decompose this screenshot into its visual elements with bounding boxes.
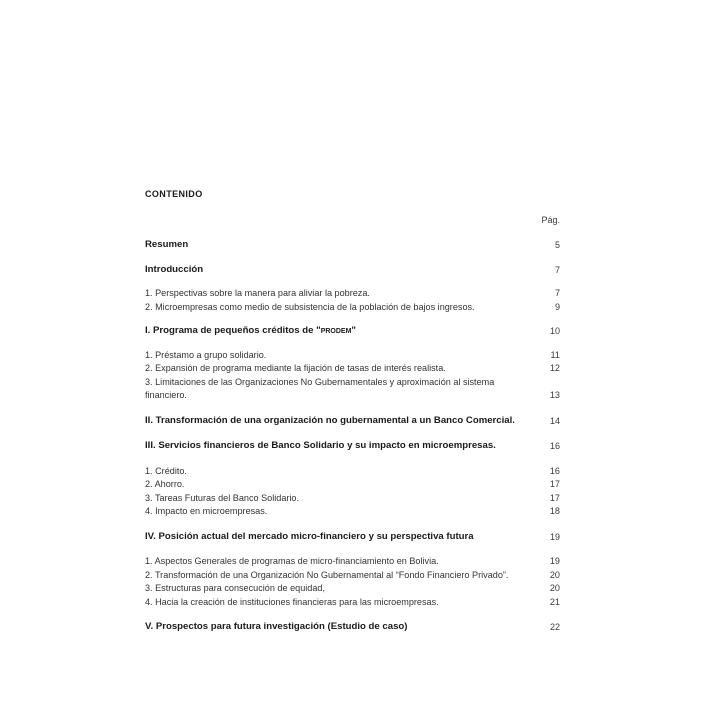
toc-entry-label: 1. Crédito. bbox=[145, 465, 187, 476]
toc-item-row[interactable] bbox=[145, 596, 560, 610]
toc-page-number: 19 bbox=[549, 556, 560, 566]
toc-page-number: 9 bbox=[554, 301, 560, 312]
toc-entry-label: V. Prospectos para futura investigación (Estudio de caso) bbox=[145, 621, 408, 632]
toc-entry-label: 2. Microempresas como medio de subsistencia de la población de bajos ingresos. bbox=[145, 301, 475, 312]
toc-item-row[interactable] bbox=[145, 465, 560, 479]
toc-entry-label: I. Programa de pequeños créditos de "prodem" bbox=[145, 325, 356, 336]
toc-item-row[interactable] bbox=[145, 362, 560, 376]
toc-item-row[interactable] bbox=[145, 569, 560, 583]
toc-page-number: 19 bbox=[549, 531, 560, 542]
toc-entry-label: 3. Estructuras para consecución de equidad, bbox=[145, 583, 325, 593]
toc-section-row[interactable] bbox=[145, 238, 560, 253]
toc-page-number: 17 bbox=[549, 492, 560, 503]
spacer bbox=[145, 253, 560, 263]
spacer bbox=[145, 609, 560, 620]
toc-page-number: 11 bbox=[550, 349, 560, 360]
toc-page-number: 7 bbox=[554, 288, 560, 298]
toc-item-row[interactable] bbox=[145, 349, 560, 363]
toc-page-number: 10 bbox=[549, 326, 560, 336]
toc-page-number: 18 bbox=[549, 506, 560, 516]
toc-page-number: 22 bbox=[549, 622, 560, 632]
toc-item-row[interactable] bbox=[145, 478, 560, 492]
toc-entry-label: 2. Transformación de una Organización No Gubernamental al “Fondo Financiero Privado”. bbox=[145, 569, 509, 580]
toc-section-row[interactable] bbox=[145, 263, 560, 278]
small-caps-text: prodem bbox=[320, 325, 352, 336]
toc-item-row[interactable] bbox=[145, 582, 560, 596]
toc-item-row[interactable] bbox=[145, 505, 560, 519]
toc-page-number: 20 bbox=[549, 583, 560, 593]
spacer bbox=[145, 314, 560, 324]
toc-page-number: 16 bbox=[549, 465, 560, 476]
toc-page-number: 16 bbox=[549, 441, 560, 451]
toc-entry-label: 3. Tareas Futuras del Banco Solidario. bbox=[145, 492, 300, 503]
spacer bbox=[145, 277, 560, 287]
toc-entry-label: 4. Hacia la creación de instituciones financieras para las microempresas. bbox=[145, 596, 439, 607]
spacer bbox=[145, 428, 560, 439]
toc-entry-list bbox=[145, 238, 560, 635]
table-of-contents bbox=[145, 186, 560, 632]
page-column-header: Pág. bbox=[541, 215, 560, 225]
toc-page-number: 12 bbox=[549, 363, 560, 373]
toc-page-number: 20 bbox=[549, 569, 560, 580]
toc-item-row[interactable] bbox=[145, 287, 560, 301]
toc-page-number: 13 bbox=[549, 390, 560, 400]
spacer bbox=[145, 454, 560, 465]
spacer bbox=[145, 403, 560, 414]
toc-entry-label: 2. Ahorro. bbox=[145, 479, 185, 489]
toc-entry-label: IV. Posición actual del mercado micro-financiero y su perspectiva futura bbox=[145, 530, 474, 542]
toc-page-number: 21 bbox=[549, 596, 560, 607]
toc-entry-label: Introducción bbox=[145, 263, 204, 275]
toc-entry-label: 3. Limitaciones de las Organizaciones No Gubernamentales y aproximación al sistema financiero. bbox=[145, 376, 495, 400]
toc-entry-label: II. Transformación de una organización no gubernamental a un Banco Comercial. bbox=[145, 414, 515, 426]
toc-entry-label: 1. Préstamo a grupo solidario. bbox=[145, 349, 267, 360]
toc-entry-label: 2. Expansión de programa mediante la fijación de tasas de interés realista. bbox=[145, 363, 446, 373]
toc-section-row[interactable] bbox=[145, 414, 560, 429]
spacer bbox=[145, 544, 560, 555]
toc-page-number: 14 bbox=[549, 415, 560, 426]
toc-page-number: 17 bbox=[549, 479, 560, 489]
toc-entry-label: 4. Impacto en microempresas. bbox=[145, 506, 268, 516]
toc-page-number: 7 bbox=[554, 264, 560, 275]
toc-item-row[interactable] bbox=[145, 301, 560, 315]
toc-item-row[interactable] bbox=[145, 376, 560, 403]
toc-entry-label: III. Servicios financieros de Banco Solidario y su impacto en microempresas. bbox=[145, 440, 496, 451]
toc-page-number: 5 bbox=[554, 240, 560, 250]
toc-entry-label: 1. Perspectivas sobre la manera para aliviar la pobreza. bbox=[145, 288, 370, 298]
toc-section-row[interactable] bbox=[145, 620, 560, 635]
toc-item-row[interactable] bbox=[145, 492, 560, 506]
spacer bbox=[145, 519, 560, 530]
toc-entry-label: 1. Aspectos Generales de programas de micro-financiamiento en Bolivia. bbox=[145, 556, 439, 566]
toc-item-row[interactable] bbox=[145, 555, 560, 569]
toc-section-row[interactable] bbox=[145, 530, 560, 545]
spacer bbox=[145, 339, 560, 349]
toc-section-row[interactable] bbox=[145, 439, 560, 454]
toc-section-row[interactable] bbox=[145, 324, 560, 339]
page-title: contenido bbox=[145, 186, 203, 200]
toc-entry-label: Resumen bbox=[145, 239, 189, 250]
